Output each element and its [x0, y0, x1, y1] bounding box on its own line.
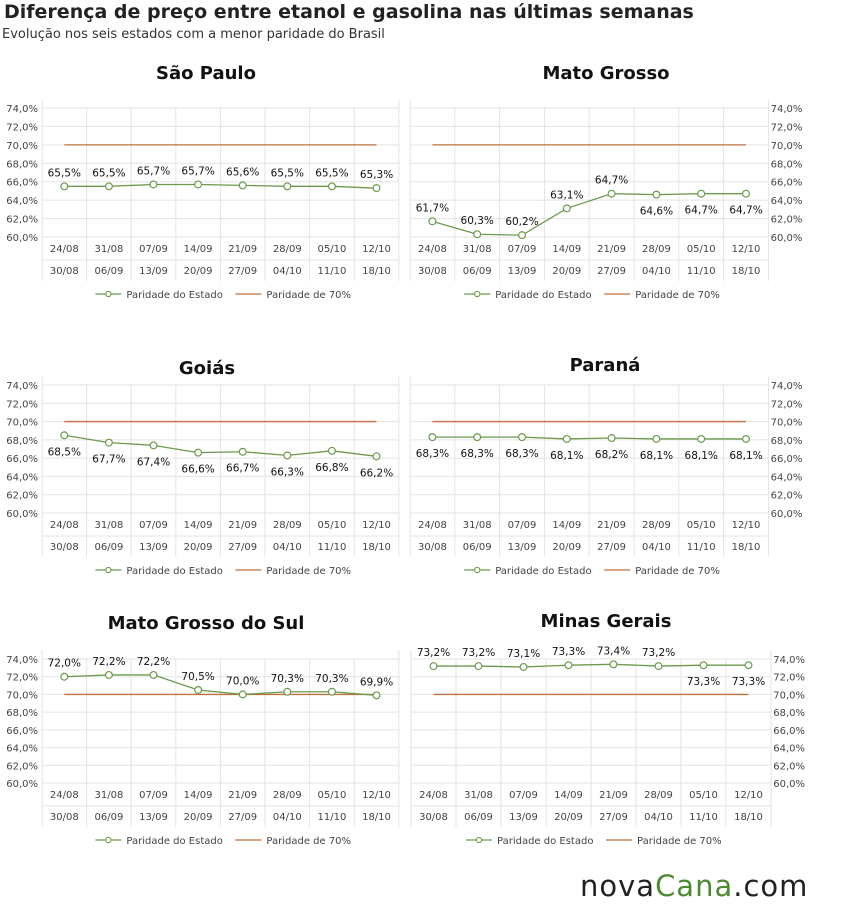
y-tick-label: 62,0% [6, 490, 38, 502]
x-tick-label: 11/10 [317, 266, 347, 277]
x-tick-label: 18/10 [362, 812, 391, 823]
x-tick-label: 20/09 [554, 812, 583, 823]
x-tick-label: 12/10 [362, 520, 391, 531]
y-tick-label: 62,0% [6, 761, 38, 773]
x-tick-label: 20/09 [183, 266, 213, 277]
y-tick-label: 66,0% [6, 725, 38, 737]
x-tick-label: 05/10 [686, 520, 716, 531]
data-label: 68,5% [47, 446, 81, 459]
data-point [653, 436, 660, 443]
data-label: 65,7% [181, 165, 215, 178]
x-tick-label: 21/09 [597, 244, 627, 255]
data-label: 61,7% [415, 202, 450, 215]
y-tick-label: 72,0% [773, 672, 805, 684]
data-point [474, 231, 481, 238]
x-tick-label: 05/10 [317, 244, 347, 255]
data-label: 65,7% [136, 165, 171, 178]
legend-label: Paridade de 70% [635, 290, 720, 301]
data-label: 73,3% [731, 676, 766, 689]
x-tick-label: 06/09 [94, 812, 124, 823]
x-tick-label: 27/09 [228, 812, 258, 823]
y-tick-label: 70,0% [770, 417, 803, 429]
chart-4 [6, 613, 399, 847]
x-tick-label: 30/08 [49, 812, 79, 823]
x-tick-label: 27/09 [597, 266, 627, 277]
y-tick-label: 68,0% [6, 159, 38, 171]
y-tick-label: 70,0% [6, 690, 38, 702]
logo-part-3: .com [733, 869, 809, 903]
legend-label: Paridade de 70% [637, 836, 722, 847]
data-point [239, 182, 246, 189]
x-tick-label: 07/09 [507, 244, 537, 255]
y-tick-label: 74,0% [6, 655, 38, 666]
y-tick-label: 62,0% [6, 214, 38, 226]
x-tick-label: 14/09 [183, 244, 213, 255]
y-tick-label: 74,0% [770, 381, 803, 392]
legend-label: Paridade do Estado [126, 290, 223, 301]
data-point [520, 664, 527, 671]
y-tick-label: 60,0% [6, 233, 38, 244]
x-tick-label: 14/09 [554, 790, 583, 801]
data-point [519, 232, 526, 239]
x-tick-label: 18/10 [731, 266, 761, 277]
legend-label: Paridade de 70% [266, 290, 352, 301]
y-tick-label: 60,0% [6, 509, 38, 520]
logo-part-2: Cana [655, 869, 734, 903]
chart-3 [410, 355, 802, 577]
x-tick-label: 14/09 [183, 520, 213, 531]
chart-1 [410, 63, 802, 301]
x-tick-label: 14/09 [183, 790, 213, 801]
y-tick-label: 70,0% [773, 690, 805, 702]
data-label: 69,9% [359, 676, 394, 689]
data-point [373, 692, 380, 699]
data-point [608, 435, 615, 442]
chart-2 [6, 358, 399, 577]
data-point [329, 688, 336, 695]
x-tick-label: 31/08 [94, 790, 124, 801]
data-label: 72,2% [92, 655, 126, 668]
x-tick-label: 14/09 [552, 244, 582, 255]
data-label: 68,1% [639, 449, 674, 462]
data-label: 68,2% [594, 449, 629, 462]
x-tick-label: 04/10 [641, 266, 671, 277]
x-tick-label: 11/10 [317, 812, 347, 823]
legend-marker [476, 837, 481, 842]
data-label: 65,6% [226, 166, 260, 179]
x-tick-label: 27/09 [228, 266, 258, 277]
y-tick-label: 74,0% [6, 381, 38, 392]
data-label: 68,1% [684, 449, 718, 462]
x-tick-label: 07/09 [139, 790, 168, 801]
x-tick-label: 13/09 [139, 542, 168, 553]
x-tick-label: 24/08 [49, 520, 79, 531]
data-point [698, 190, 705, 197]
x-tick-label: 12/10 [734, 790, 763, 801]
y-tick-label: 72,0% [770, 122, 803, 134]
data-label: 68,3% [505, 448, 539, 461]
x-tick-label: 11/10 [686, 542, 716, 553]
data-point [429, 218, 436, 225]
data-point [284, 688, 291, 695]
data-label: 70,5% [181, 671, 215, 683]
page-title: Diferença de preço entre etanol e gasolina nas últimas semanas [4, 1, 694, 23]
y-tick-label: 72,0% [770, 399, 803, 411]
chart-title: Mato Grosso [542, 63, 670, 84]
x-tick-label: 05/10 [317, 790, 347, 801]
y-tick-label: 70,0% [6, 140, 38, 152]
x-tick-label: 20/09 [552, 266, 582, 277]
x-tick-label: 30/08 [417, 266, 447, 277]
y-tick-label: 64,0% [770, 196, 803, 208]
y-tick-label: 68,0% [770, 435, 803, 447]
x-tick-label: 28/09 [641, 520, 671, 531]
data-point [239, 448, 246, 455]
data-point [565, 662, 572, 669]
data-point [475, 663, 482, 670]
x-tick-label: 21/09 [228, 790, 258, 801]
y-tick-label: 68,0% [770, 159, 803, 171]
data-label: 67,7% [92, 453, 126, 466]
legend-label: Paridade do Estado [497, 836, 594, 847]
legend-label: Paridade de 70% [635, 566, 720, 577]
y-tick-label: 64,0% [770, 472, 803, 484]
x-tick-label: 13/09 [139, 812, 168, 823]
x-tick-label: 12/10 [362, 790, 391, 801]
data-label: 73,3% [551, 646, 586, 659]
x-tick-label: 05/10 [686, 244, 716, 255]
data-point [700, 662, 707, 669]
data-label: 70,0% [226, 675, 260, 688]
data-point [195, 181, 202, 188]
data-label: 65,5% [270, 167, 304, 180]
data-label: 65,5% [92, 167, 126, 180]
x-tick-label: 11/10 [689, 812, 718, 823]
y-tick-label: 66,0% [773, 725, 805, 737]
x-tick-label: 28/09 [272, 520, 302, 531]
y-tick-label: 64,0% [773, 743, 805, 755]
legend-marker [475, 291, 480, 296]
x-tick-label: 13/09 [507, 542, 537, 553]
data-label: 68,3% [415, 448, 450, 461]
x-tick-label: 05/10 [317, 520, 347, 531]
x-tick-label: 31/08 [462, 520, 492, 531]
x-tick-label: 06/09 [94, 266, 124, 277]
x-tick-label: 04/10 [272, 542, 302, 553]
data-point [106, 183, 113, 190]
x-tick-label: 07/09 [507, 520, 537, 531]
data-label: 60,2% [505, 216, 539, 229]
data-point [474, 434, 481, 441]
data-label: 65,3% [359, 169, 394, 182]
x-tick-label: 06/09 [462, 266, 492, 277]
x-tick-label: 11/10 [686, 266, 716, 277]
y-tick-label: 70,0% [6, 417, 38, 429]
data-point [563, 205, 570, 212]
x-tick-label: 06/09 [462, 542, 492, 553]
data-point [329, 183, 336, 190]
legend-label: Paridade de 70% [266, 566, 352, 577]
novacana-logo [580, 869, 808, 903]
data-point [519, 434, 526, 441]
y-tick-label: 74,0% [773, 655, 805, 666]
y-tick-label: 66,0% [770, 454, 803, 466]
legend-marker [475, 567, 480, 572]
data-label: 64,7% [729, 204, 763, 217]
y-tick-label: 70,0% [770, 140, 803, 152]
x-tick-label: 20/09 [552, 542, 582, 553]
x-tick-label: 13/09 [509, 812, 538, 823]
data-point [653, 191, 660, 198]
y-tick-label: 68,0% [6, 708, 38, 720]
x-tick-label: 11/10 [317, 542, 347, 553]
x-tick-label: 04/10 [644, 812, 673, 823]
data-label: 65,5% [47, 167, 81, 180]
data-point [655, 663, 662, 670]
y-tick-label: 74,0% [770, 104, 803, 115]
x-tick-label: 27/09 [597, 542, 627, 553]
y-tick-label: 60,0% [773, 779, 805, 790]
x-tick-label: 30/08 [417, 542, 447, 553]
y-tick-label: 62,0% [770, 214, 803, 226]
data-point [743, 436, 750, 443]
x-tick-label: 24/08 [419, 790, 448, 801]
chart-5 [411, 611, 805, 847]
y-tick-label: 68,0% [773, 708, 805, 720]
data-label: 66,8% [315, 461, 349, 474]
x-tick-label: 04/10 [272, 812, 302, 823]
data-point [150, 442, 157, 449]
y-tick-label: 60,0% [6, 779, 38, 790]
data-point [745, 662, 752, 669]
x-tick-label: 28/09 [272, 244, 302, 255]
legend-label: Paridade de 70% [266, 836, 352, 847]
legend-marker [106, 291, 111, 296]
data-label: 64,7% [594, 174, 629, 187]
data-label: 68,3% [460, 448, 494, 461]
data-label: 65,5% [315, 167, 349, 180]
logo-part-1: nova [580, 869, 656, 903]
data-point [106, 439, 113, 446]
x-tick-label: 28/09 [272, 790, 302, 801]
x-tick-label: 06/09 [94, 542, 124, 553]
x-tick-label: 30/08 [49, 266, 79, 277]
x-tick-label: 18/10 [734, 812, 763, 823]
data-point [284, 183, 291, 190]
data-point [429, 434, 436, 441]
data-label: 64,7% [684, 204, 718, 217]
y-tick-label: 64,0% [6, 196, 38, 208]
legend-marker [106, 837, 111, 842]
x-tick-label: 28/09 [641, 244, 671, 255]
data-label: 73,1% [506, 647, 541, 660]
y-tick-label: 66,0% [6, 454, 38, 466]
data-label: 73,2% [641, 647, 676, 660]
x-tick-label: 05/10 [689, 790, 718, 801]
x-tick-label: 07/09 [509, 790, 538, 801]
x-tick-label: 20/09 [183, 812, 213, 823]
x-tick-label: 07/09 [139, 520, 168, 531]
data-label: 63,1% [550, 189, 584, 202]
x-tick-label: 28/09 [644, 790, 673, 801]
data-point [150, 672, 157, 679]
data-point [61, 183, 68, 190]
y-tick-label: 68,0% [6, 435, 38, 447]
data-label: 60,3% [460, 215, 494, 228]
x-tick-label: 24/08 [417, 244, 447, 255]
x-tick-label: 24/08 [49, 244, 79, 255]
page-subtitle: Evolução nos seis estados com a menor paridade do Brasil [2, 27, 385, 42]
x-tick-label: 30/08 [419, 812, 448, 823]
x-tick-label: 21/09 [599, 790, 628, 801]
data-label: 72,0% [47, 657, 81, 670]
x-tick-label: 18/10 [731, 542, 761, 553]
data-point [195, 687, 202, 694]
x-tick-label: 21/09 [228, 244, 258, 255]
x-tick-label: 31/08 [462, 244, 492, 255]
y-tick-label: 66,0% [770, 177, 803, 189]
y-tick-label: 62,0% [770, 490, 803, 502]
data-label: 73,4% [596, 645, 631, 658]
x-tick-label: 27/09 [599, 812, 628, 823]
x-tick-label: 12/10 [731, 520, 761, 531]
legend-label: Paridade do Estado [126, 836, 223, 847]
y-tick-label: 64,0% [6, 743, 38, 755]
data-point [563, 436, 570, 443]
x-tick-label: 14/09 [552, 520, 582, 531]
legend-label: Paridade do Estado [126, 566, 223, 577]
x-tick-label: 21/09 [597, 520, 627, 531]
y-tick-label: 74,0% [6, 104, 38, 115]
data-point [430, 663, 437, 670]
data-label: 68,1% [550, 449, 584, 462]
x-tick-label: 13/09 [507, 266, 537, 277]
chart-0 [6, 63, 399, 301]
x-tick-label: 12/10 [362, 244, 391, 255]
data-point [106, 672, 113, 679]
y-tick-label: 62,0% [773, 761, 805, 773]
y-tick-label: 72,0% [6, 122, 38, 134]
legend-marker [106, 567, 111, 572]
data-point [610, 661, 617, 668]
x-tick-label: 07/09 [139, 244, 168, 255]
chart-title: Paraná [569, 355, 641, 376]
y-tick-label: 60,0% [770, 233, 803, 244]
y-tick-label: 64,0% [6, 472, 38, 484]
chart-title: Mato Grosso do Sul [107, 613, 305, 634]
data-label: 70,3% [270, 672, 304, 685]
data-point [743, 190, 750, 197]
x-tick-label: 30/08 [49, 542, 79, 553]
x-tick-label: 31/08 [464, 790, 493, 801]
x-tick-label: 24/08 [417, 520, 447, 531]
x-tick-label: 31/08 [94, 520, 124, 531]
data-label: 66,6% [181, 463, 215, 476]
chart-title: Minas Gerais [540, 611, 672, 632]
legend-label: Paridade do Estado [495, 290, 592, 301]
x-tick-label: 18/10 [362, 266, 391, 277]
data-label: 66,2% [359, 467, 394, 480]
data-point [373, 453, 380, 460]
y-tick-label: 66,0% [6, 177, 38, 189]
x-tick-label: 20/09 [183, 542, 213, 553]
x-tick-label: 04/10 [272, 266, 302, 277]
data-label: 64,6% [639, 205, 674, 218]
data-label: 67,4% [136, 456, 171, 469]
chart-title: São Paulo [156, 63, 256, 84]
data-point [61, 432, 68, 439]
x-tick-label: 13/09 [139, 266, 168, 277]
data-point [608, 190, 615, 197]
x-tick-label: 06/09 [464, 812, 493, 823]
data-label: 66,7% [226, 462, 260, 475]
data-point [195, 449, 202, 456]
data-label: 66,3% [270, 466, 304, 479]
data-label: 72,2% [136, 655, 171, 668]
data-point [284, 452, 291, 459]
data-label: 73,3% [686, 676, 721, 689]
x-tick-label: 12/10 [731, 244, 761, 255]
y-tick-label: 60,0% [770, 509, 803, 520]
data-point [61, 673, 68, 680]
data-label: 68,1% [729, 449, 763, 462]
x-tick-label: 27/09 [228, 542, 258, 553]
data-point [150, 181, 157, 188]
y-tick-label: 72,0% [6, 672, 38, 684]
x-tick-label: 18/10 [362, 542, 391, 553]
chart-title: Goiás [178, 358, 236, 379]
x-tick-label: 31/08 [94, 244, 124, 255]
y-tick-label: 72,0% [6, 399, 38, 411]
x-tick-label: 24/08 [49, 790, 79, 801]
data-label: 73,2% [461, 647, 496, 660]
data-point [329, 447, 336, 454]
legend-label: Paridade do Estado [495, 566, 592, 577]
x-tick-label: 04/10 [641, 542, 671, 553]
data-point [698, 436, 705, 443]
data-label: 73,2% [416, 647, 451, 660]
data-point [373, 185, 380, 192]
x-tick-label: 21/09 [228, 520, 258, 531]
data-point [239, 691, 246, 698]
data-label: 70,3% [315, 672, 349, 685]
